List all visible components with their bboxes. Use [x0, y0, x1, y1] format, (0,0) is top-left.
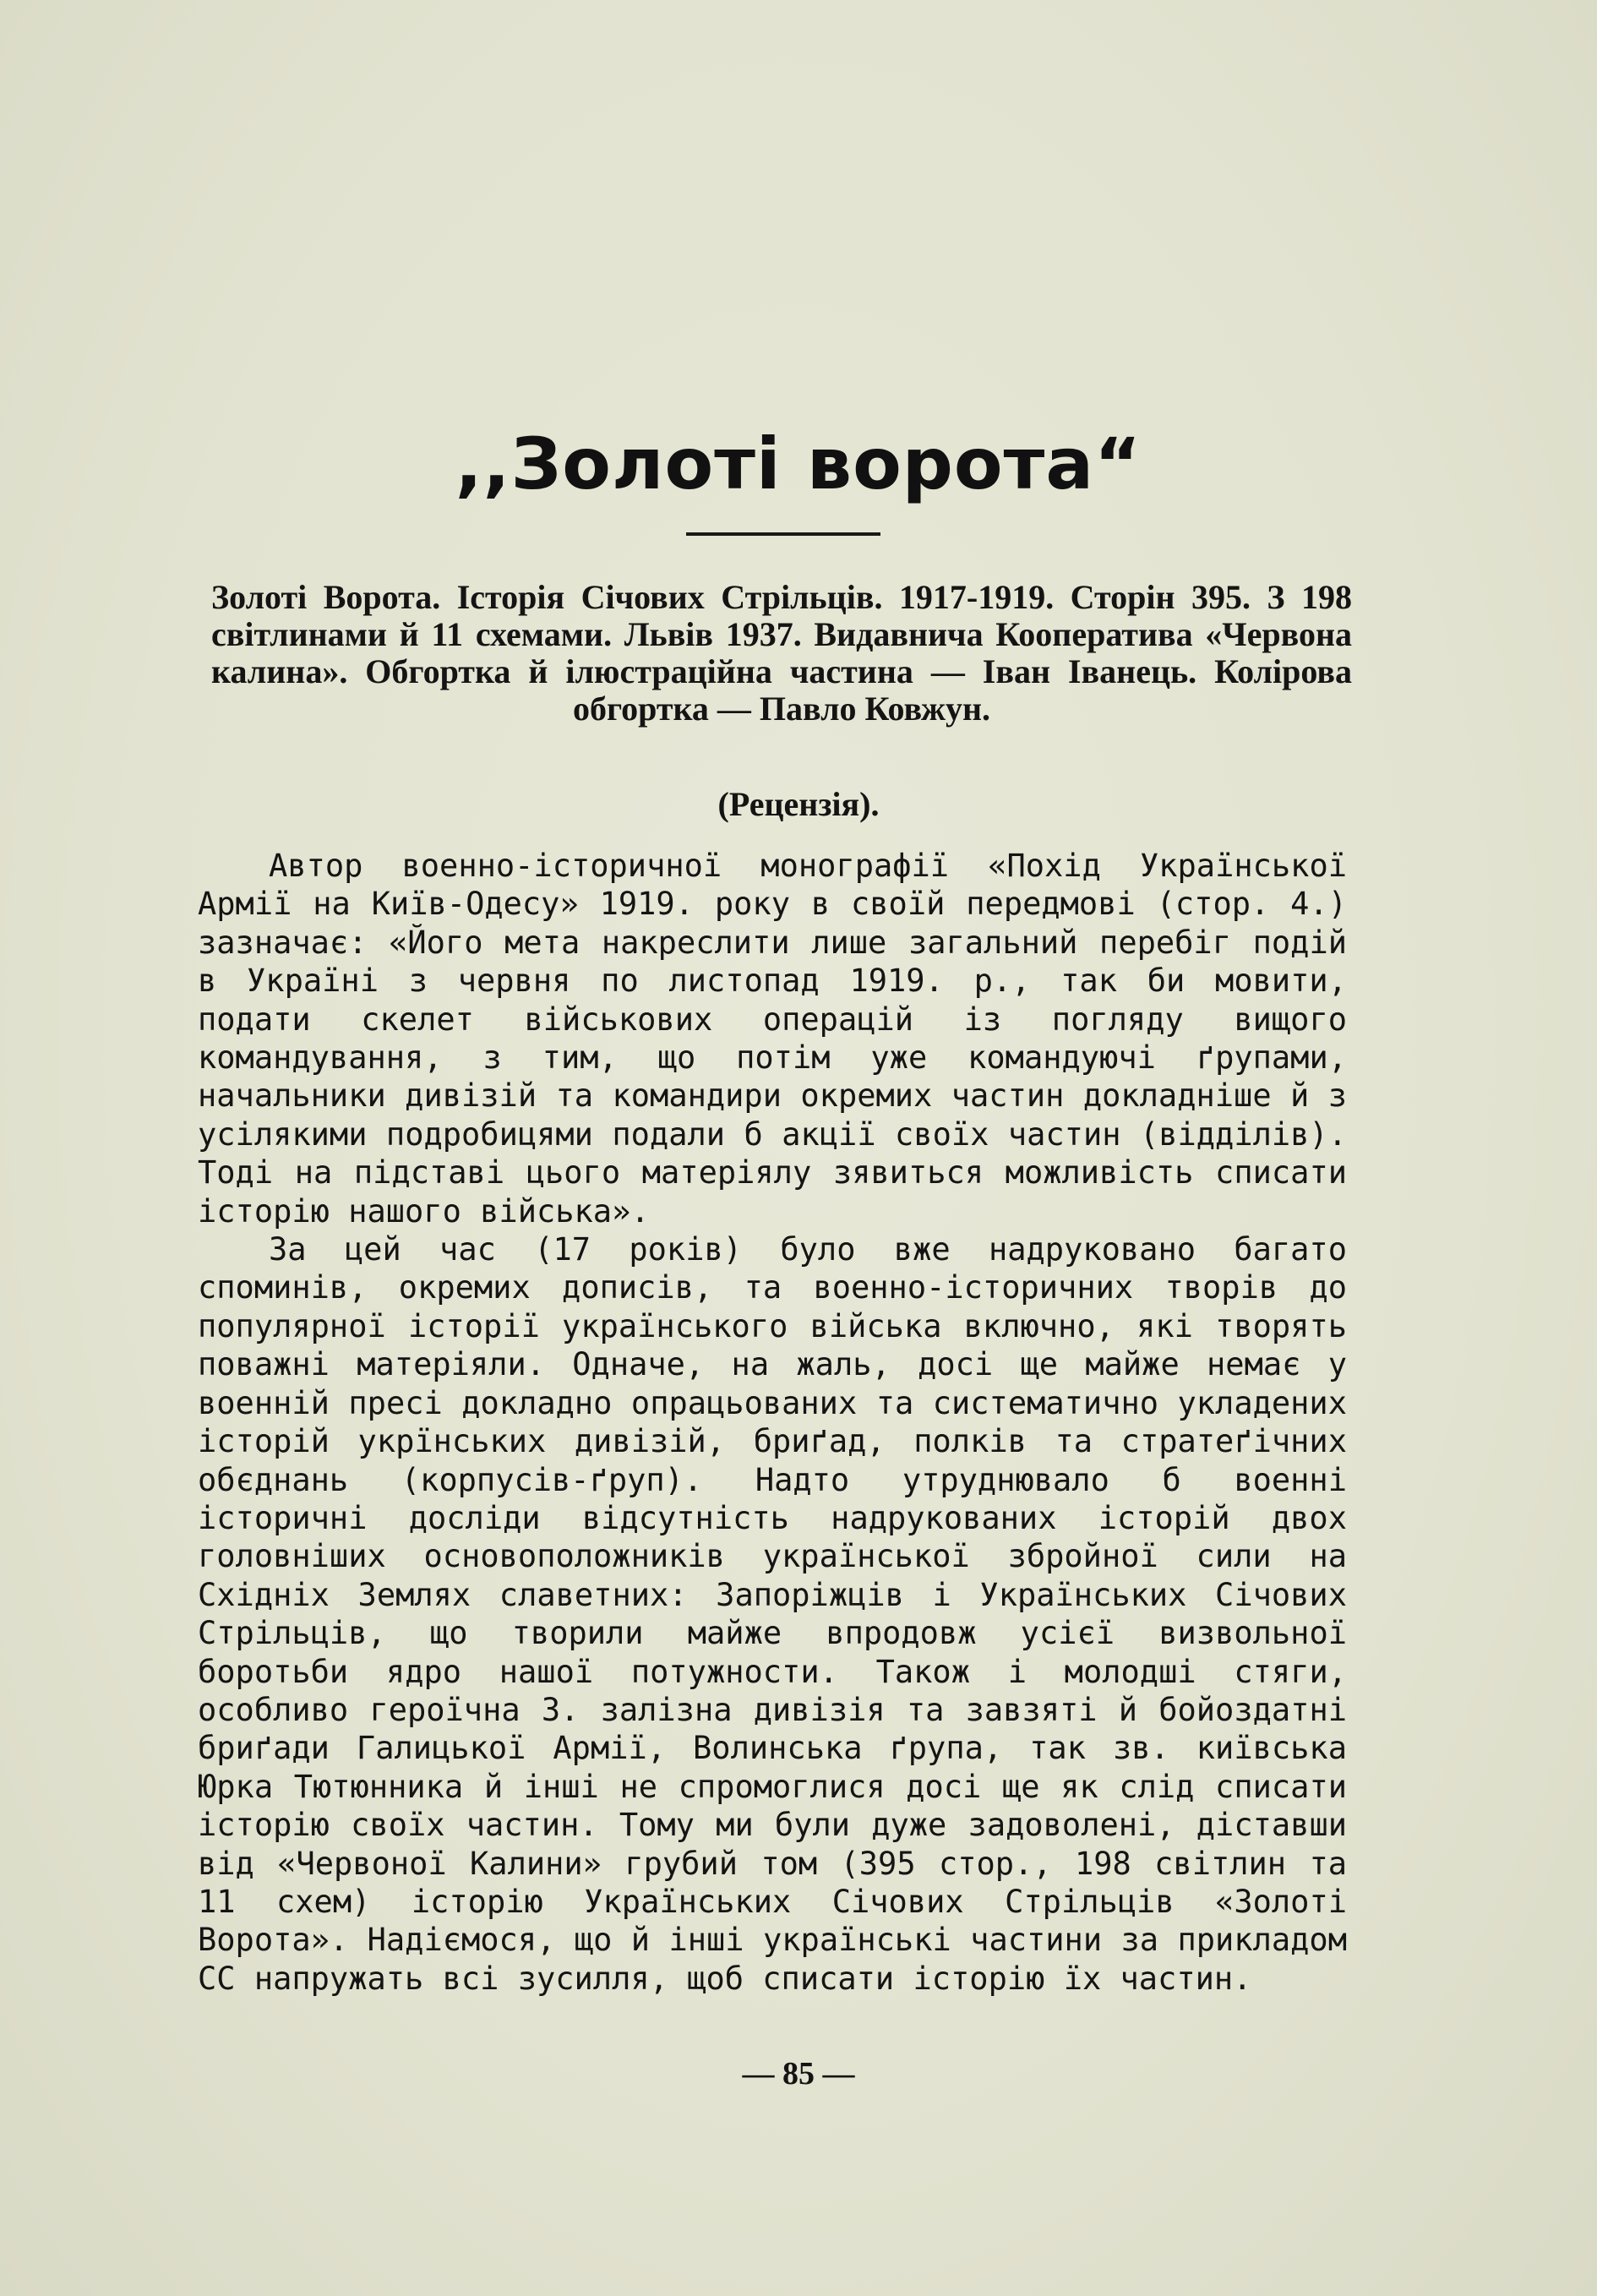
page-title: ,,Золоті ворота“: [455, 423, 1142, 505]
page-number: — 85 —: [742, 2056, 855, 2091]
bibliographic-note: Золоті Ворота. Історія Січових Стрільців. 1917-1919. Сторін 395. З 198 світлинами й 11 схемами. Львів 1937. Видавнича Кооператива «Червона калина». Обгортка й ілюстраційна частина — Іван Іванець. Колірова обгортка — Павло Ковжун.: [211, 578, 1352, 728]
paragraph: За цей час (17 років) було вже надруковано багато споминів, окремих дописів, та военно-історичних творів до популярної історії українського війська включно, які творять поважні матеріяли. Одначе, на жаль, досі ще майже немає у военній пресі докладно опрацьованих та систематично укладених історій укрїнських дивізій, бриґад, полків та стратеґічних обєднань (корпусів-ґруп). Надто утруднювало б военні історичні досліди відсутність надрукованих історій двох головніших основоположників української збройної сили на Східніх Землях славетних: Запоріжців і Українських Січових Стрільців, що творили майже впродовж усієї визвольної боротьби ядро нашої потужности. Також і молодші стяги, особливо героїчна 3. залізна дивізія та завзяті й бойоздатні бриґади Галицької Армії, Волинська ґрупа, так зв. київська Юрка Тютюнника й інші не спромоглися досі ще як слід списати історію своїх частин. Тому ми були дуже задоволені, діставши від «Червоної Калини» грубий том (395 стор., 198 світлин та 11 схем) історію Українських Січових Стрільців «Золоті Ворота». Надіємося, що й інші українські частини за прикладом СС напружать всі зусилля, щоб списати історію їх частин.: [198, 1231, 1347, 1997]
article-body: [198, 847, 1347, 1998]
paragraph: Автор военно-історичної монографії «Похід Української Армії на Київ-Одесу» 1919. року в своїй передмові (стор. 4.) зазначає: «Його мета накреслити лише загальний перебіг подій в Україні з червня по листопад 1919. р., так би мовити, подати скелет військових операцій із погляду вищого командування, з тим, що потім уже командуючі ґрупами, начальники дивізій та командири окремих частин докладніше й з усілякими подробицями подали б акції своїх частин (відділів). Тоді на підставі цього матеріялу зявиться можливість списати історію нашого війська».: [198, 848, 1347, 1230]
title-underline: [686, 532, 880, 536]
review-subheading: (Рецензія).: [717, 785, 880, 823]
